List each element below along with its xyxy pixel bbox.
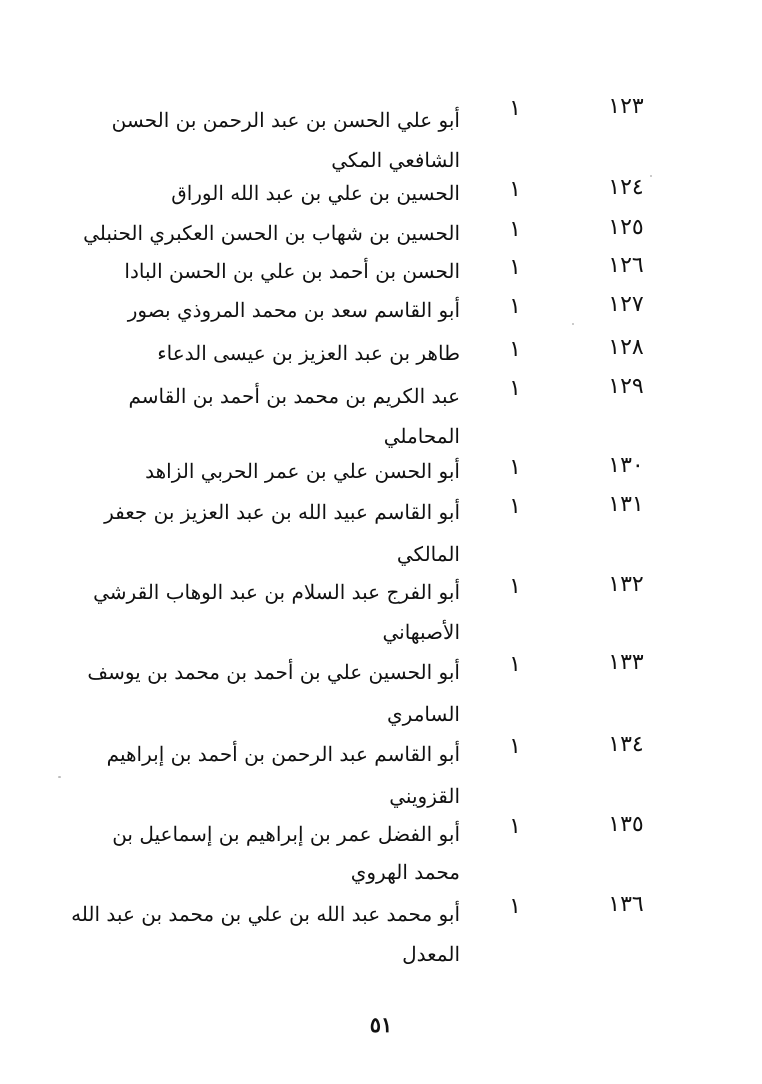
- volume-number: ١: [509, 814, 521, 839]
- entry-name-line-1: أبو الحسين علي بن أحمد بن محمد بن يوسف: [87, 660, 460, 684]
- entry-name-line-2: المالكي: [396, 542, 460, 566]
- entry-name-line-2: محمد الهروي: [350, 860, 460, 884]
- entry-number: ١٢٦: [608, 253, 644, 278]
- entry-name-line-1: الحسن بن أحمد بن علي بن الحسن البادا: [124, 259, 460, 283]
- entry-number: ١٣٣: [608, 650, 644, 675]
- entry-number: ١٣٥: [608, 812, 644, 837]
- entry-name-line-2: الأصبهاني: [382, 620, 460, 644]
- volume-number: ١: [509, 652, 521, 677]
- volume-number: ١: [509, 574, 521, 599]
- entry-number: ١٢٥: [608, 215, 644, 240]
- volume-number: ١: [509, 894, 521, 919]
- volume-number: ١: [509, 177, 521, 202]
- entry-number: ١٢٩: [608, 374, 644, 399]
- page-number: ٥١: [369, 1012, 393, 1037]
- entry-number: ١٢٧: [608, 292, 644, 317]
- entry-name-line-1: أبو محمد عبد الله بن علي بن محمد بن عبد الله: [71, 902, 460, 926]
- entry-number: ١٣٠: [608, 453, 644, 478]
- entry-number: ١٢٣: [608, 94, 644, 119]
- entry-number: ١٣٦: [608, 892, 644, 917]
- entry-name-line-1: أبو القاسم عبد الرحمن بن أحمد بن إبراهيم: [106, 742, 460, 766]
- entry-number: ١٣٢: [608, 572, 644, 597]
- entry-name-line-2: السامري: [387, 702, 460, 726]
- entry-name-line-2: الشافعي المكي: [331, 148, 460, 172]
- entry-number: ١٢٤: [608, 175, 644, 200]
- entry-name-line-2: المحاملي: [383, 424, 460, 448]
- entry-number: ١٢٨: [608, 335, 644, 360]
- entry-name-line-2: المعدل: [402, 942, 460, 966]
- entry-name-line-1: أبو الحسن علي بن عمر الحربي الزاهد: [145, 459, 460, 483]
- entry-name-line-1: الحسين بن شهاب بن الحسن العكبري الحنبلي: [83, 221, 460, 245]
- scan-speck: [58, 776, 61, 778]
- volume-number: ١: [509, 337, 521, 362]
- entry-name-line-1: أبو القاسم عبيد الله بن عبد العزيز بن جعفر: [104, 500, 460, 524]
- entry-name-line-1: الحسين بن علي بن عبد الله الوراق: [171, 181, 460, 205]
- volume-number: ١: [509, 217, 521, 242]
- entry-name-line-1: أبو الفضل عمر بن إبراهيم بن إسماعيل بن: [112, 822, 460, 846]
- entry-name-line-2: القزويني: [389, 784, 460, 808]
- scan-speck: [572, 323, 574, 325]
- entry-number: ١٣٤: [608, 732, 644, 757]
- volume-number: ١: [509, 376, 521, 401]
- volume-number: ١: [509, 494, 521, 519]
- entry-name-line-1: أبو القاسم سعد بن محمد المروذي بصور: [127, 298, 460, 322]
- volume-number: ١: [509, 455, 521, 480]
- entry-name-line-1: أبو علي الحسن بن عبد الرحمن بن الحسن: [111, 108, 460, 132]
- entry-name-line-1: عبد الكريم بن محمد بن أحمد بن القاسم: [128, 384, 460, 408]
- entry-number: ١٣١: [608, 492, 644, 517]
- volume-number: ١: [509, 294, 521, 319]
- volume-number: ١: [509, 734, 521, 759]
- scan-speck: [650, 175, 652, 177]
- volume-number: ١: [509, 255, 521, 280]
- entry-name-line-1: طاهر بن عبد العزيز بن عيسى الدعاء: [157, 341, 460, 365]
- entry-name-line-1: أبو الفرج عبد السلام بن عبد الوهاب القرشي: [93, 580, 460, 604]
- volume-number: ١: [509, 96, 521, 121]
